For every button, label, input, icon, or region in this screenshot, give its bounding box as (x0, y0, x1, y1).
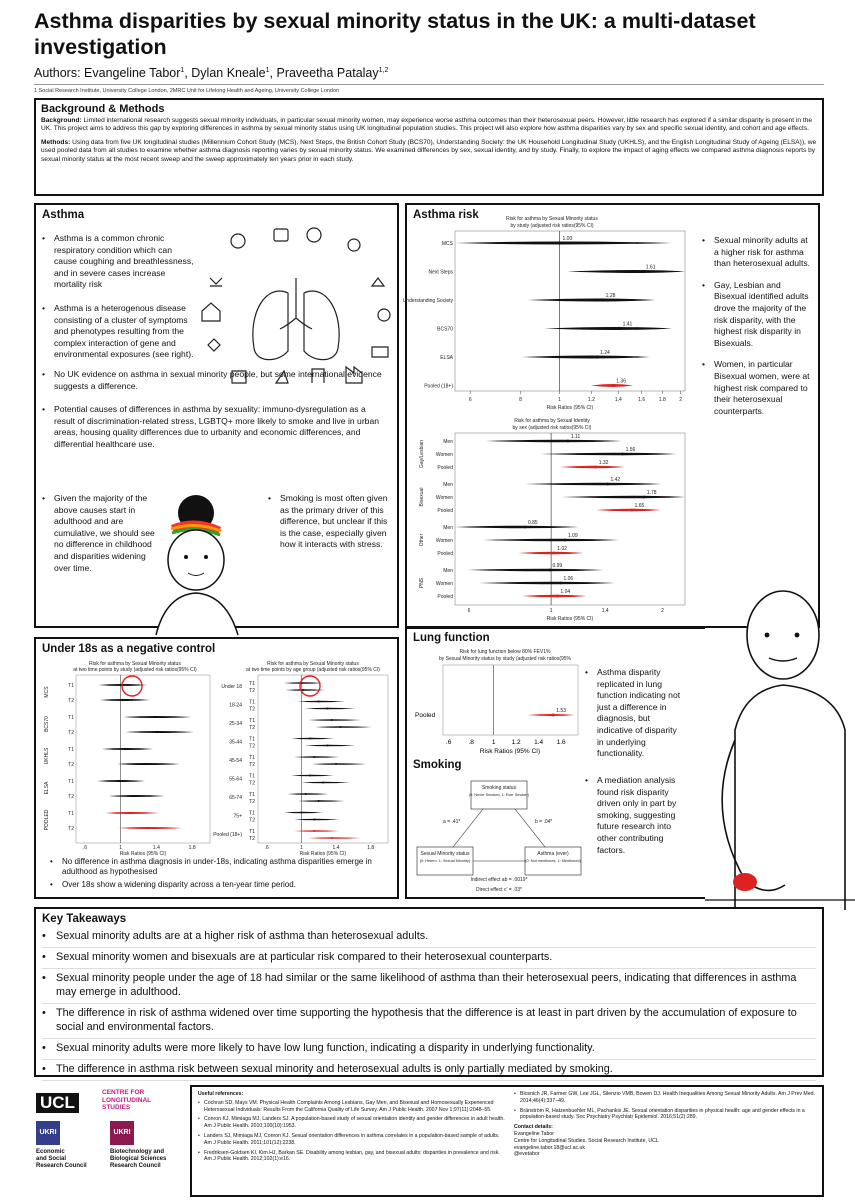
svg-text:Sexual Minority status: Sexual Minority status (420, 851, 470, 857)
x-tick-label: 1.8 (367, 845, 375, 851)
point-estimate (335, 763, 337, 765)
person-icon (274, 229, 288, 241)
point-estimate (630, 509, 633, 512)
point-estimate (118, 780, 120, 782)
point-estimate (129, 812, 131, 814)
svg-text:Direct effect c' = .03*: Direct effect c' = .03* (475, 887, 523, 893)
group-label: 18-24 (229, 702, 242, 709)
under18-bullet-2: • Over 18s show a widening disparity across a ten-year time period. (50, 880, 390, 890)
ucl-logo: UCL (36, 1093, 79, 1113)
contact-name: Evangeline Tabor (514, 1130, 554, 1137)
background-methods-panel (34, 98, 824, 196)
x-tick-label: 2 (661, 608, 664, 614)
x-tick-label: 1 (491, 739, 496, 746)
point-estimate (326, 745, 328, 747)
references-panel (190, 1085, 824, 1197)
clock-icon (232, 371, 246, 383)
x-tick-label: 1.4 (332, 845, 340, 851)
svg-text:Indirect effect ab = .0019*: Indirect effect ab = .0019* (470, 877, 528, 883)
value-label: 1.11 (570, 434, 581, 440)
row-label: Men (443, 439, 453, 445)
pollen-icon (378, 309, 390, 321)
x-tick-label: 1.8 (658, 397, 666, 403)
virus-icon (348, 239, 360, 251)
methods-text: Methods: Using data from five UK longitudinal studies (Millennium Cohort Study (MCS), Next Steps, the British Cohort Study (BCS70), Understanding Society: the UK Household Longitudinal Study (UKHLS), and the English Longitudinal Study of Ageing (ELSA)), we used pooled data from all studies to examine whether asthma diagnosis reporting varies by sexual minority status. We examined differences by sex, sexual identity, and by study. Finally, to explore the impact of aging effects we compared asthma diagnosis reports by sexual minority status at the most recent sweep and the sweep approximately ten years prior in each study. (41, 138, 817, 163)
lung-smoking-panel (405, 627, 705, 899)
point-estimate (309, 775, 311, 777)
right-lung-icon (304, 291, 339, 360)
group-label: 45-54 (229, 758, 242, 764)
value-label: 1.32 (598, 460, 609, 466)
row-label: Women (435, 538, 453, 544)
row-label: T1 (249, 736, 255, 743)
chart1-subtitle: by study (adjusted risk ratios(95% CI) (510, 223, 594, 229)
pill-icon (208, 339, 220, 351)
asthma-bullet-6: • Smoking is most often given as the primary driver of this difference, but unclear if this is the case, especially given how it interacts with stress. (268, 493, 390, 551)
brain-head-icon (307, 228, 321, 242)
u18-chart2-title: Risk for asthma by Sexual Minority status (267, 661, 359, 667)
contact-heading: Contact details: (514, 1124, 553, 1131)
takeaway-item: • The difference in asthma risk between sexual minority and heterosexual adults is only partially mediated by smoking. (42, 1060, 816, 1081)
row-label: T1 (68, 779, 74, 785)
svg-text:Asthma (ever): Asthma (ever) (537, 851, 569, 857)
row-label: T1 (249, 755, 255, 761)
ukri-esrc-logo: UKRI (36, 1121, 60, 1145)
x-tick-label: 1.4 (614, 397, 622, 403)
point-estimate (133, 795, 135, 797)
takeaway-item: • Sexual minority women and bisexuals are at particular risk compared to their heterosexual counterparts. (42, 948, 816, 969)
key-takeaways-panel (34, 907, 824, 1077)
u18-chart2-subtitle: at two time points by age group (adjusted risk ratios(95% CI) (246, 667, 380, 673)
row-label: T1 (249, 792, 255, 798)
broom-icon (312, 369, 324, 383)
forest-plot-two-timepoints-study (40, 659, 215, 859)
x-tick-label: 1 (558, 397, 561, 403)
x-tick-label: 2 (679, 397, 683, 403)
row-label: Pooled (437, 551, 453, 557)
takeaway-item: • Sexual minority people under the age of 18 had similar or the same likelihood of asthma than their heterosexual peers, indicating that differences in asthma may emerge in adulthood. (42, 969, 816, 1004)
point-estimate (331, 719, 333, 721)
value-label: 1.42 (610, 477, 621, 483)
point-estimate (552, 714, 555, 717)
row-label: ELSA (440, 355, 453, 361)
row-label: T2 (249, 817, 255, 824)
row-label: T1 (249, 810, 255, 817)
group-label: 55-64 (229, 776, 242, 783)
row-label: BCS70 (437, 326, 453, 333)
left-lung-icon (253, 291, 288, 360)
x-tick-label: 1.6 (638, 397, 646, 403)
u18-chart1-title: Risk for asthma by Sexual Minority status (89, 661, 181, 667)
x-tick-label: 8 (519, 397, 522, 403)
row-label: T1 (249, 829, 255, 835)
point-estimate (612, 384, 615, 387)
group-label: ELSA (44, 781, 50, 795)
point-estimate (559, 582, 562, 585)
point-estimate (331, 837, 333, 839)
row-label: Pooled (437, 508, 453, 514)
lung-heading: Lung function (413, 632, 490, 644)
point-estimate (309, 738, 311, 740)
asthma-risk-panel (402, 203, 820, 628)
value-label: 1.00 (562, 236, 573, 242)
row-label: Pooled (437, 594, 453, 600)
value-label: 1.28 (605, 293, 616, 299)
value-label: 1.09 (567, 533, 578, 539)
title-divider (34, 84, 824, 85)
risk-bullet-2: • Gay, Lesbian and Bisexual identified adults drove the majority of the risk disparity, with the highest risk disparity in Bisexuals. (702, 280, 812, 350)
lung-chart-title: Risk for lung function below 80% FEV1% (459, 649, 551, 655)
point-estimate (618, 327, 621, 330)
point-estimate (524, 526, 527, 529)
value-label: 1.04 (560, 589, 571, 595)
logos-area (36, 1085, 186, 1195)
x-tick-label: 1 (549, 608, 553, 614)
contact-handle[interactable]: @evetabor (514, 1151, 540, 1158)
point-estimate (596, 355, 599, 358)
point-estimate (124, 748, 126, 750)
lung-chart-subtitle: by Sexual Minority status by study (adjusted risk ratios(95% (439, 656, 571, 662)
row-label: T1 (249, 773, 255, 780)
value-label: 1.65 (634, 503, 645, 509)
row-label: Pooled (437, 465, 453, 471)
value-label: 1.41 (622, 321, 633, 328)
under18-heading: Under 18s as a negative control (42, 643, 216, 655)
takeaway-item: • Sexual minority adults are at a higher risk of asthma than heterosexual adults. (42, 927, 816, 948)
under18-panel (34, 637, 399, 899)
row-label: T2 (249, 780, 255, 787)
row-label: T1 (249, 699, 255, 706)
value-label: 0.99 (552, 563, 563, 569)
row-label: T1 (68, 683, 74, 689)
row-label: T1 (68, 747, 74, 753)
cls-logo: CENTRE FOR LONGITUDINAL STUDIES (102, 1089, 152, 1111)
group-label: MCS (44, 686, 50, 698)
lung-bullet-1: • Asthma disparity replicated in lung function indicating not just a difference in diagnosis, but indicative of disparity in underlying functionality. (585, 667, 685, 760)
x-tick-label: 1.2 (587, 397, 595, 403)
plant-icon (372, 278, 384, 286)
x-tick-label: 1.2 (511, 739, 521, 746)
value-label: 1.53 (556, 708, 566, 714)
background-heading: Background & Methods (41, 103, 165, 115)
point-estimate (318, 800, 320, 802)
takeaway-item: • The difference in risk of asthma widened over time supporting the hypothesis that the difference is at least in part driven by the accumulation of exposure to social and environmental factors. (42, 1004, 816, 1039)
contact-affiliation: Centre for Longitudinal Studies, Social Research Institute, UCL (514, 1137, 659, 1144)
poster-title: Asthma disparities by sexual minority status in the UK: a multi-dataset investigation (34, 9, 756, 59)
row-label: Understanding Society (402, 298, 453, 304)
point-estimate (313, 819, 315, 821)
row-label: T2 (68, 826, 74, 832)
row-label: T2 (68, 730, 74, 736)
point-estimate (601, 298, 604, 301)
ref-5: • Blosnich JR, Farmer GW, Lee JGL, Silenzio VMB, Bowen DJ. Health Inequalities Among Sexual Minority Adults. Am J Prev Med. 2014;46(4):337–49. (514, 1091, 816, 1105)
x-tick-label: 6 (467, 608, 471, 614)
point-estimate (556, 595, 559, 598)
asthma-bullet-2: • Asthma is a heterogenous disease consisting of a cluster of symptoms and phenotypes resulting from the complex interaction of gene and environmental exposures (see right). (42, 303, 194, 361)
man-illustration (705, 580, 855, 910)
chart2-xlabel: Risk Ratios (95% CI) (546, 616, 594, 622)
row-label: T1 (68, 715, 74, 721)
authors-line: Authors: Evangeline Tabor$^1$, Dylan Kneale$^1$, Praveetha Patalay$^{1,2}$ (34, 66, 389, 80)
point-estimate (302, 689, 304, 691)
point-estimate (553, 552, 556, 555)
row-label: T2 (249, 836, 255, 842)
x-tick-label: .6 (264, 845, 269, 851)
row-label: T1 (68, 811, 74, 817)
point-estimate (621, 453, 624, 456)
point-estimate (322, 782, 324, 784)
row-label: Pooled (18+) (424, 383, 453, 390)
lung-chart-xlabel: Risk Ratios (95% CI) (479, 748, 541, 755)
x-tick-label: 1.4 (534, 739, 544, 746)
point-estimate (339, 726, 341, 728)
asthma-bullet-5: • Given the majority of the above causes start in adulthood and are cumulative, we should see no difference in childhood and disparities widening over time. (42, 493, 160, 574)
value-label: 1.56 (625, 447, 636, 453)
asthma-panel (34, 203, 399, 628)
factory-icon (346, 367, 362, 383)
dog-icon (372, 347, 388, 357)
forest-plot-lung-function (413, 647, 583, 757)
row-label: T2 (249, 799, 255, 805)
row-label: Pooled (415, 712, 436, 719)
point-estimate (146, 827, 148, 829)
point-estimate (305, 793, 307, 795)
ref-6: • Bränström R, Hatzenbuehler ML, Pachankis JE. Sexual orientation disparities in physical health: age and gender effects in a population-based study. Soc Psychiatry Psychiatr Epidemiol. 2016;51(2):289. (514, 1108, 816, 1122)
value-label: 1.78 (646, 490, 657, 496)
esrc-name: Economic and Social Research Council (36, 1149, 87, 1169)
group-label: UKHLS (44, 747, 50, 765)
x-tick-label: 1.4 (601, 608, 609, 614)
dna-icon (210, 278, 222, 286)
house-icon (202, 303, 220, 321)
asthma-risk-heading: Asthma risk (413, 209, 479, 221)
svg-text:(0: Not mentioned, 1: Mentione: (0: Not mentioned, 1: Mentioned) (525, 859, 581, 863)
u18-chart2-xlabel: Risk Ratios (95% CI) (299, 851, 347, 857)
x-tick-label: .6 (82, 845, 88, 851)
group-label: 75+ (233, 813, 242, 820)
asthma-bullet-4: • Potential causes of differences in asthma by sexuality: immuno-dysregulation as a result of discrimination-related stress, LGBTQ+ more likely to smoke and live in urban areas, housing quality differences due to urbanity and economic differences, and differential healthcare use. (42, 404, 382, 450)
asthma-heading: Asthma (42, 209, 85, 221)
svg-text:b = .04*: b = .04* (535, 819, 553, 825)
group-label: PNS (419, 577, 425, 589)
point-estimate (154, 716, 156, 718)
group-label: POOLED (44, 809, 50, 831)
chart2-subtitle: by sex (adjusted risk ratios(95% CI) (512, 425, 592, 431)
x-tick-label: 1 (299, 845, 303, 851)
point-estimate (558, 241, 561, 244)
row-label: T2 (249, 743, 255, 750)
smoking-bullet-1: • A mediation analysis found risk disparity driven only in part by smoking, suggesting future research into other contributing factors. (585, 775, 685, 856)
mask-icon (276, 371, 288, 383)
row-label: T1 (249, 681, 255, 687)
u18-chart1-subtitle: at two time points by study (adjusted risk ratios(95% CI) (73, 667, 197, 673)
risk-bullet-1: • Sexual minority adults at a higher risk for asthma than heterosexual adults. (702, 235, 812, 270)
row-label: T1 (249, 718, 255, 724)
background-text: Background: Limited international research suggests sexual minority individuals, in particular sexual minority women, may experience worse asthma outcomes than their heterosexual peers. However, little research has explored if a similar disparity is present in the UK. This project aims to address this gap by exploring differences in asthma by sexual minority status using UK longitudinal population studies. This project will also explore how asthma disparities vary by sex and specific sexual identity, and cohort and age effects. (41, 117, 813, 133)
point-estimate (642, 496, 645, 499)
group-label: 65-74 (229, 795, 242, 801)
row-label: Women (435, 452, 453, 458)
group-label: BCS70 (44, 716, 50, 732)
point-estimate (145, 763, 147, 765)
x-tick-label: 1.4 (152, 845, 160, 851)
woman-illustration (126, 485, 276, 635)
takeaway-item: • Sexual minority adults were more likely to have low lung function, indicating a disparity in underlying functionality. (42, 1039, 816, 1060)
x-tick-label: 1 (119, 845, 123, 851)
point-estimate (566, 440, 569, 443)
chart1-xlabel: Risk Ratios (95% CI) (546, 405, 594, 411)
row-label: Men (443, 568, 453, 574)
x-tick-label: .6 (445, 739, 452, 746)
row-label: Men (443, 482, 453, 488)
smoke-icon (231, 234, 245, 248)
risk-bullet-3: • Women, in particular Bisexual women, were at highest risk compared to their heterosexual counterparts. (702, 359, 812, 417)
svg-text:Smoking status: Smoking status (481, 785, 517, 791)
point-estimate (641, 270, 644, 273)
row-label: MCS (441, 241, 453, 247)
group-label: Other (419, 533, 425, 547)
ref-3: • Landers SJ, Mimiaga MJ, Conron KJ. Sexual orientation differences in asthma correlates in a population-based sample of adults. Am J Public Health. 2011;101(12):2238. (198, 1133, 508, 1147)
group-label: 35-44 (229, 739, 242, 746)
bbsrc-name: Biotechnology and Biological Sciences Research Council (110, 1149, 167, 1169)
row-label: Women (435, 581, 453, 587)
value-label: 1.06 (563, 576, 574, 582)
ukri-bbsrc-logo: UKRI (110, 1121, 134, 1145)
group-label: Pooled (18+) (213, 832, 242, 838)
ref-1: • Cochran SD, Mays VM. Physical Health Complaints Among Lesbians, Gay Men, and Bisexual and Homosexually Experienced Heterosexual Individuals: Results From the California Quality of Life Survey. Am J Public Health. 2007 Nov 1;97(11):2048–55. (198, 1100, 508, 1114)
svg-text:(0: Hetero, 1: Sexual Minority: (0: Hetero, 1: Sexual Minority) (419, 859, 471, 863)
point-estimate (548, 569, 551, 572)
ref-4: • Fredriksen-Goldsen KI, Kim HJ, Barkan SE. Disability among lesbian, gay, and bisexual adults: disparities in prevalence and risk. Am J Public Health. 2012;102(1):e16. (198, 1150, 508, 1164)
row-label: T2 (249, 762, 255, 768)
affiliations: 1 Social Research Institute, University College London, 2MRC Unit for Lifelong Health and Ageing, University College London (34, 88, 340, 94)
forest-plot-by-study (402, 213, 697, 413)
row-label: T2 (68, 794, 74, 800)
point-estimate (313, 830, 315, 832)
forest-plot-two-timepoints-age (213, 659, 393, 859)
value-label: 1.02 (557, 546, 568, 552)
x-tick-label: 6 (468, 397, 472, 403)
point-estimate (564, 539, 567, 542)
x-tick-label: 1.8 (188, 845, 196, 851)
row-label: Men (443, 525, 453, 531)
point-estimate (318, 701, 320, 703)
lungs-exposures-diagram (196, 223, 396, 393)
point-estimate (155, 731, 157, 733)
smoking-heading: Smoking (413, 759, 462, 771)
u18-chart1-xlabel: Risk Ratios (95% CI) (119, 851, 167, 857)
key-takeaways-heading: Key Takeaways (42, 913, 127, 925)
group-label: Bisexual (419, 487, 425, 507)
row-label: T2 (249, 725, 255, 731)
value-label: 0.85 (527, 520, 538, 526)
trachea-icon (280, 278, 312, 329)
x-tick-label: .8 (468, 739, 474, 746)
under18-bullet-1: • No difference in asthma diagnosis in under-18s, indicating asthma disparities emerge in adulthood as hypothesised (50, 857, 390, 877)
value-label: 1.36 (616, 378, 626, 385)
point-estimate (606, 483, 609, 486)
group-label: Gay/Lesbian (419, 439, 425, 469)
value-label: 1.24 (600, 350, 610, 356)
forest-plot-by-identity (407, 415, 697, 625)
svg-text:(0: Never Smoked, 1: Ever Smok: (0: Never Smoked, 1: Ever Smoker) (468, 793, 530, 797)
row-label: T2 (249, 706, 255, 713)
ref-2: • Conron KJ, Mimiaga MJ, Landers SJ. A population-based study of sexual orientation identity and gender differences in adult health. Am J Public Health. 2010;100(10):1953. (198, 1116, 508, 1130)
row-label: T2 (68, 762, 74, 768)
row-label: T2 (249, 688, 255, 694)
contact-email[interactable]: evangeline.tabor.18@ucl.ac.uk (514, 1144, 586, 1151)
svg-text:a = .41*: a = .41* (443, 819, 461, 825)
refs-heading: Useful references: (198, 1091, 244, 1097)
row-label: Women (435, 495, 453, 501)
row-label: Next Steps (428, 269, 453, 276)
asthma-bullet-3: • No UK evidence on asthma in sexual minority people, but some international evidence suggests a difference. (42, 369, 382, 392)
point-estimate (300, 812, 302, 814)
point-estimate (594, 466, 597, 469)
group-label: Under 18 (221, 684, 242, 690)
x-tick-label: 1.6 (556, 739, 566, 746)
value-label: 1.61 (645, 264, 656, 271)
point-estimate (313, 756, 315, 758)
asthma-bullet-1: • Asthma is a common chronic respiratory condition which can cause coughing and breathlessness, and in severe cases increase mortality risk (42, 233, 194, 291)
mediation-diagram (413, 777, 583, 897)
chart1-title: Risk for asthma by Sexual Minority status (506, 216, 598, 222)
chart2-title: Risk for asthma by Sexual Identity (514, 418, 590, 424)
row-label: T2 (68, 698, 74, 704)
point-estimate (121, 699, 123, 701)
group-label: 25-34 (229, 721, 242, 727)
point-estimate (326, 708, 328, 710)
